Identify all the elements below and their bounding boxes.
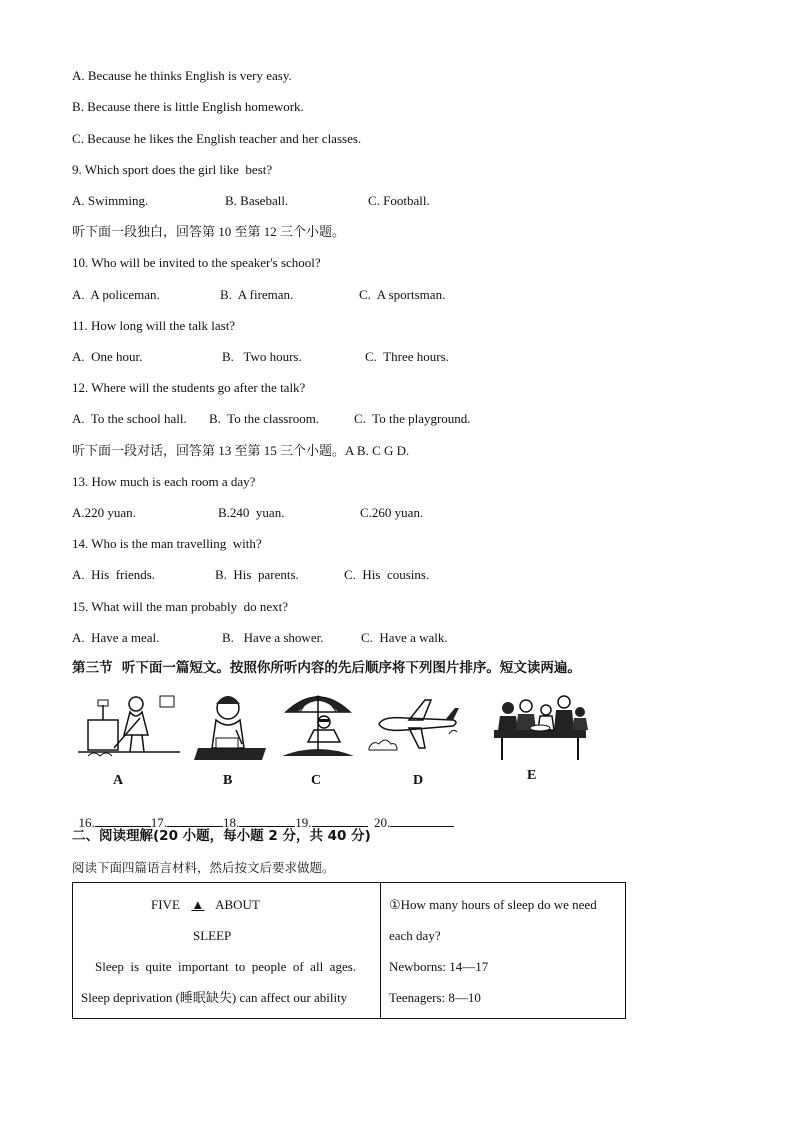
q12-option-c: C. To the playground. <box>354 411 471 426</box>
passage-title-blank-marker: ▲ <box>191 897 205 912</box>
passage-right-line4: Teenagers: 8—10 <box>389 990 481 1005</box>
q13-option-c: C.260 yuan. <box>360 505 424 520</box>
q10-option-a: A. A policeman. <box>72 287 160 302</box>
q13-question: 13. How much is each room a day? <box>72 474 256 489</box>
passage-right-line2: each day? <box>389 928 441 943</box>
part2-heading: 二、阅读理解(20 小题，每小题 2 分，共 40 分) <box>72 828 371 844</box>
blank-16[interactable] <box>95 813 151 827</box>
picture-label-d: D <box>413 773 424 788</box>
passage-line1: Sleep is quite important to people of all ages. <box>95 959 357 974</box>
q15-question: 15. What will the man probably do next? <box>72 599 289 614</box>
passage-title-five: FIVE <box>151 897 180 912</box>
blank-17-label: 17. <box>150 815 167 830</box>
q12-option-b: B. To the classroom. <box>209 411 320 426</box>
passage-title-line2: SLEEP <box>193 928 232 943</box>
picture-a-cleaning <box>74 690 184 768</box>
q11-option-c: C. Three hours. <box>365 349 449 364</box>
passage-right-line1: ①How many hours of sleep do we need <box>389 897 597 912</box>
q14-question: 14. Who is the man travelling with? <box>72 536 262 551</box>
passage-right-line3: Newborns: 14—17 <box>389 959 489 974</box>
q10-option-b: B. A fireman. <box>220 287 294 302</box>
q10-option-c: C. A sportsman. <box>359 287 446 302</box>
part2-instruction: 阅读下面四篇语言材料，然后按文后要求做题。 <box>72 860 335 875</box>
picture-e-family-dinner <box>488 694 592 764</box>
blank-19[interactable] <box>312 813 368 827</box>
passage-line2: Sleep deprivation (睡眠缺失) can affect our ability <box>81 990 348 1005</box>
blank-16-label: 16. <box>78 815 95 830</box>
q14-option-c: C. His cousins. <box>344 567 430 582</box>
q13-option-b: B.240 yuan. <box>218 505 285 520</box>
q10-question: 10. Who will be invited to the speaker's school? <box>72 255 321 270</box>
blank-19-label: 19. <box>295 815 312 830</box>
blank-18-label: 18. <box>223 815 240 830</box>
picture-label-b: B <box>223 773 233 788</box>
q8-option-b: B. Because there is little English homework. <box>72 99 304 114</box>
q14-option-a: A. His friends. <box>72 567 156 582</box>
section3-heading: 第三节 听下面一篇短文。按照你所听内容的先后顺序将下列图片排序。短文读两遍。 <box>72 660 581 676</box>
passage-right-cell <box>381 883 626 1019</box>
q15-option-c: C. Have a walk. <box>361 630 448 645</box>
instruction-10-12: 听下面一段独白，回答第 10 至第 12 三个小题。 <box>72 224 346 239</box>
picture-b-writing <box>188 690 268 768</box>
picture-label-e: E <box>527 768 537 783</box>
q14-option-b: B. His parents. <box>215 567 299 582</box>
blank-18[interactable] <box>239 813 295 827</box>
blank-20[interactable] <box>390 813 454 827</box>
answer-blanks <box>72 797 454 831</box>
instruction-13-15: 听下面一段对话，回答第 13 至第 15 三个小题。A B. C G D. <box>72 443 410 458</box>
picture-label-a: A <box>113 773 124 788</box>
q8-option-c: C. Because he likes the English teacher and her classes. <box>72 131 362 146</box>
q15-option-a: A. Have a meal. <box>72 630 160 645</box>
passage-title-about: ABOUT <box>215 897 260 912</box>
passage-table <box>72 882 626 1019</box>
q11-option-b: B. Two hours. <box>222 349 302 364</box>
blank-17[interactable] <box>167 813 223 827</box>
q9-option-c: C. Football. <box>368 193 430 208</box>
q9-option-b: B. Baseball. <box>225 193 289 208</box>
q8-option-a: A. Because he thinks English is very easy. <box>72 68 292 83</box>
q12-option-a: A. To the school hall. <box>72 411 187 426</box>
q13-option-a: A.220 yuan. <box>72 505 136 520</box>
q12-question: 12. Where will the students go after the talk? <box>72 380 306 395</box>
blank-20-label: 20. <box>374 815 391 830</box>
picture-d-airplane <box>365 690 465 768</box>
q11-option-a: A. One hour. <box>72 349 143 364</box>
q9-question: 9. Which sport does the girl like best? <box>72 162 273 177</box>
picture-c-beach <box>278 690 358 768</box>
q15-option-b: B. Have a shower. <box>222 630 324 645</box>
q9-option-a: A. Swimming. <box>72 193 149 208</box>
q11-question: 11. How long will the talk last? <box>72 318 236 333</box>
picture-label-c: C <box>311 773 322 788</box>
passage-title-line1 <box>151 897 260 913</box>
passage-left-cell <box>73 883 381 1019</box>
